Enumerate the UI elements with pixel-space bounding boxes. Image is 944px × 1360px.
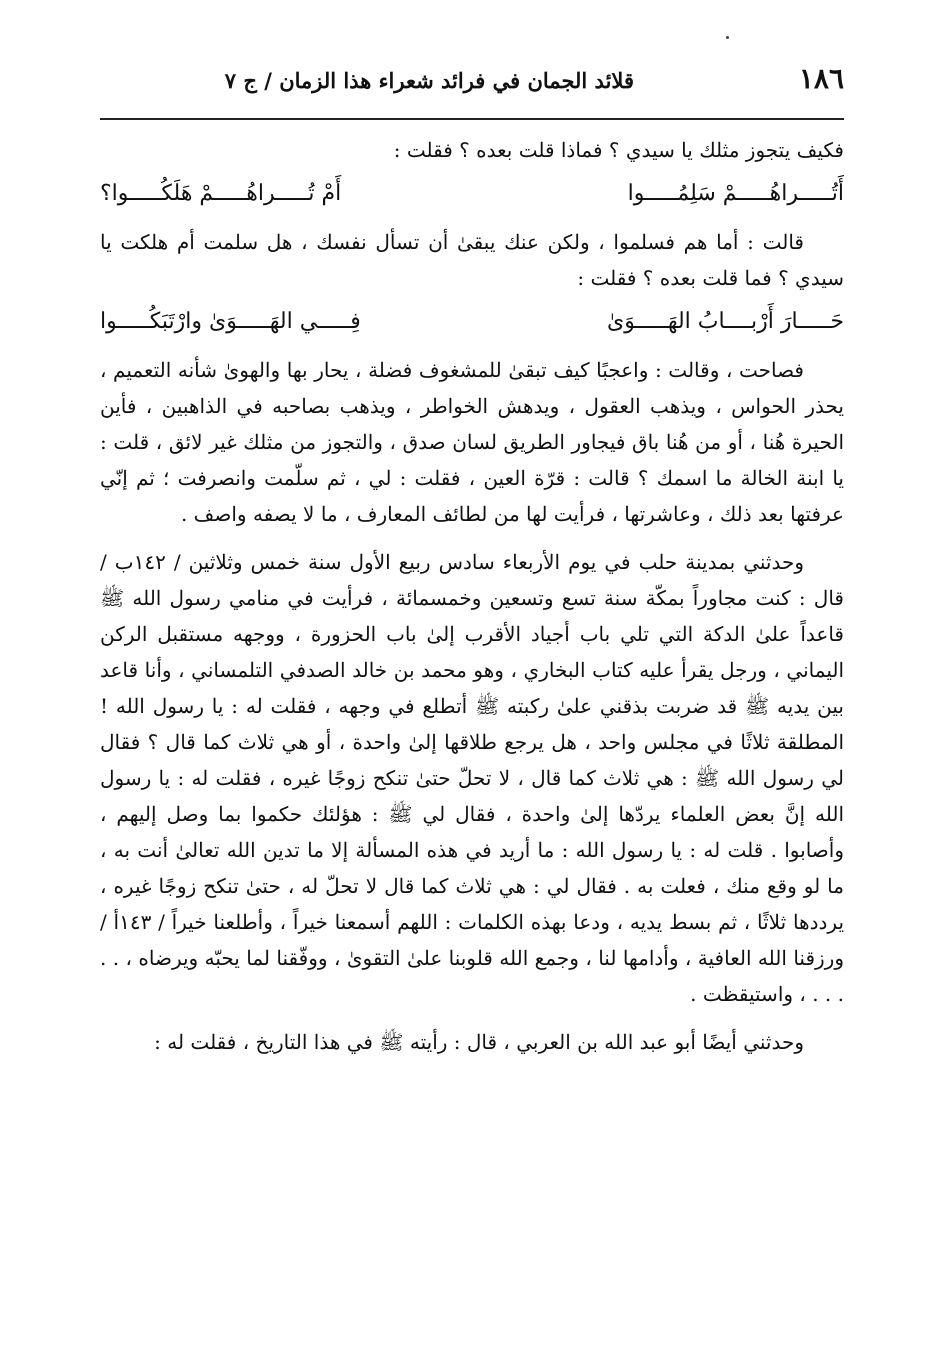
- paragraph-4: وحدثني بمدينة حلب في يوم الأربعاء سادس ربيع الأول سنة خمس وثلاثين / ١٤٢ب / قال : كنت مجاوراً بمكّة سنة تسع وتسعين وخمسمائة ، فرأيت في منامي رسول الله ﷺ قاعداً علىٰ الدكة التي تلي باب أجياد الأقرب إلىٰ باب الحزورة ، ووجهه مستقبل الركن اليماني ، ورجل يقرأ عليه كتاب البخاري ، وهو محمد بن خالد الصدفي التلمساني ، وأنا قاعد بين يديه ﷺ قد ضربت بذقني علىٰ ركبته ﷺ أتطلع في وجهه ، فقلت له : يا رسول الله ! المطلقة ثلاثًا في مجلس واحد ، هل يرجع طلاقها إلىٰ واحدة ، أو هي ثلاث كما قال ؟ فقال لي رسول الله ﷺ : هي ثلاث كما قال ، لا تحلّ حتىٰ تنكح زوجًا غيره ، فقلت له : يا رسول الله إنَّ بعض العلماء يردّها إلىٰ واحدة ، فقال لي ﷺ : هؤلئك حكموا بما وصل إليهم ، وأصابوا . قلت له : يا رسول الله : ما أريد في هذه المسألة إلا ما تدين الله تعالىٰ أنت به ، ما لو وقع منك ، فعلت به . فقال لي : هي ثلاث كما قال لا تحلّ له ، حتىٰ تنكح زوجًا غيره ، يرددها ثلاثًا ، ثم بسط يديه ، ودعا بهذه الكلمات : اللهم أسمعنا خيراً ، وأطلعنا خيراً / ١٤٣أ / ورزقنا الله العافية ، وأدامها لنا ، وجمع الله قلوبنا علىٰ التقوىٰ ، ووفّقنا لما يحبّه ويرضاه ، . . . . . ، واستيقظت .: [100, 550, 845, 1006]
- verse-1-second-hemistich: أَمْ تُـــــراهُـــــمْ هَلَكُـــــوا؟: [100, 181, 342, 206]
- verse-2-first-hemistich: حَـــــارَ أَرْبــــابُ الهَـــــوَىٰ: [607, 309, 844, 334]
- running-title: قلائد الجمان في فرائد شعراء هذا الزمان / ج ٧: [224, 68, 634, 93]
- page-body: [100, 132, 844, 1060]
- paragraph-2: قالت : أما هم فسلموا ، ولكن عنك يبقىٰ أن تسأل نفسك ، هل سلمت أم هلكت يا سيدي ؟ فما قلت بعده ؟ فقلت :: [100, 230, 844, 290]
- scan-speck: [726, 36, 729, 39]
- paragraph-5: وحدثني أيضًا أبو عبد الله بن العربي ، قال : رأيته ﷺ في هذا التاريخ ، فقلت له :: [154, 1030, 804, 1054]
- verse-1-first-hemistich: أَتُـــــراهُـــــمْ سَلِمُـــــوا: [627, 181, 844, 206]
- page-number: ١٨٦: [798, 62, 844, 95]
- paragraph-1: فكيف يتجوز مثلك يا سيدي ؟ فماذا قلت بعده ؟ فقلت :: [393, 138, 844, 162]
- verse-2: [100, 302, 844, 342]
- verse-2-second-hemistich: فِـــــي الهَـــــوَىٰ وارْتَبَكُـــــوا: [100, 309, 361, 334]
- header-rule: [100, 118, 844, 120]
- page-header: [100, 62, 844, 102]
- verse-1: [100, 174, 844, 214]
- paragraph-3: فصاحت ، وقالت : واعجبًا كيف تبقىٰ للمشغوف فضلة ، يحار بها والهوىٰ شأنه التعميم ، يحذر الحواس ، ويذهب العقول ، ويدهش الخواطر ، ويذهب بصاحبه في الذاهبين ، فأين الحيرة هُنا ، أو من هُنا باق فيجاور الطريق لسان صدق ، والتجوز من مثلك غير لائق ، قلت : يا ابنة الخالة ما اسمك ؟ قالت : قرّة العين ، فقلت : لي ، ثم سلّمت وانصرفت ؛ ثم إنّي عرفتها بعد ذلك ، وعاشرتها ، فرأيت لها من لطائف المعارف ، ما لا يصفه واصف .: [100, 358, 845, 526]
